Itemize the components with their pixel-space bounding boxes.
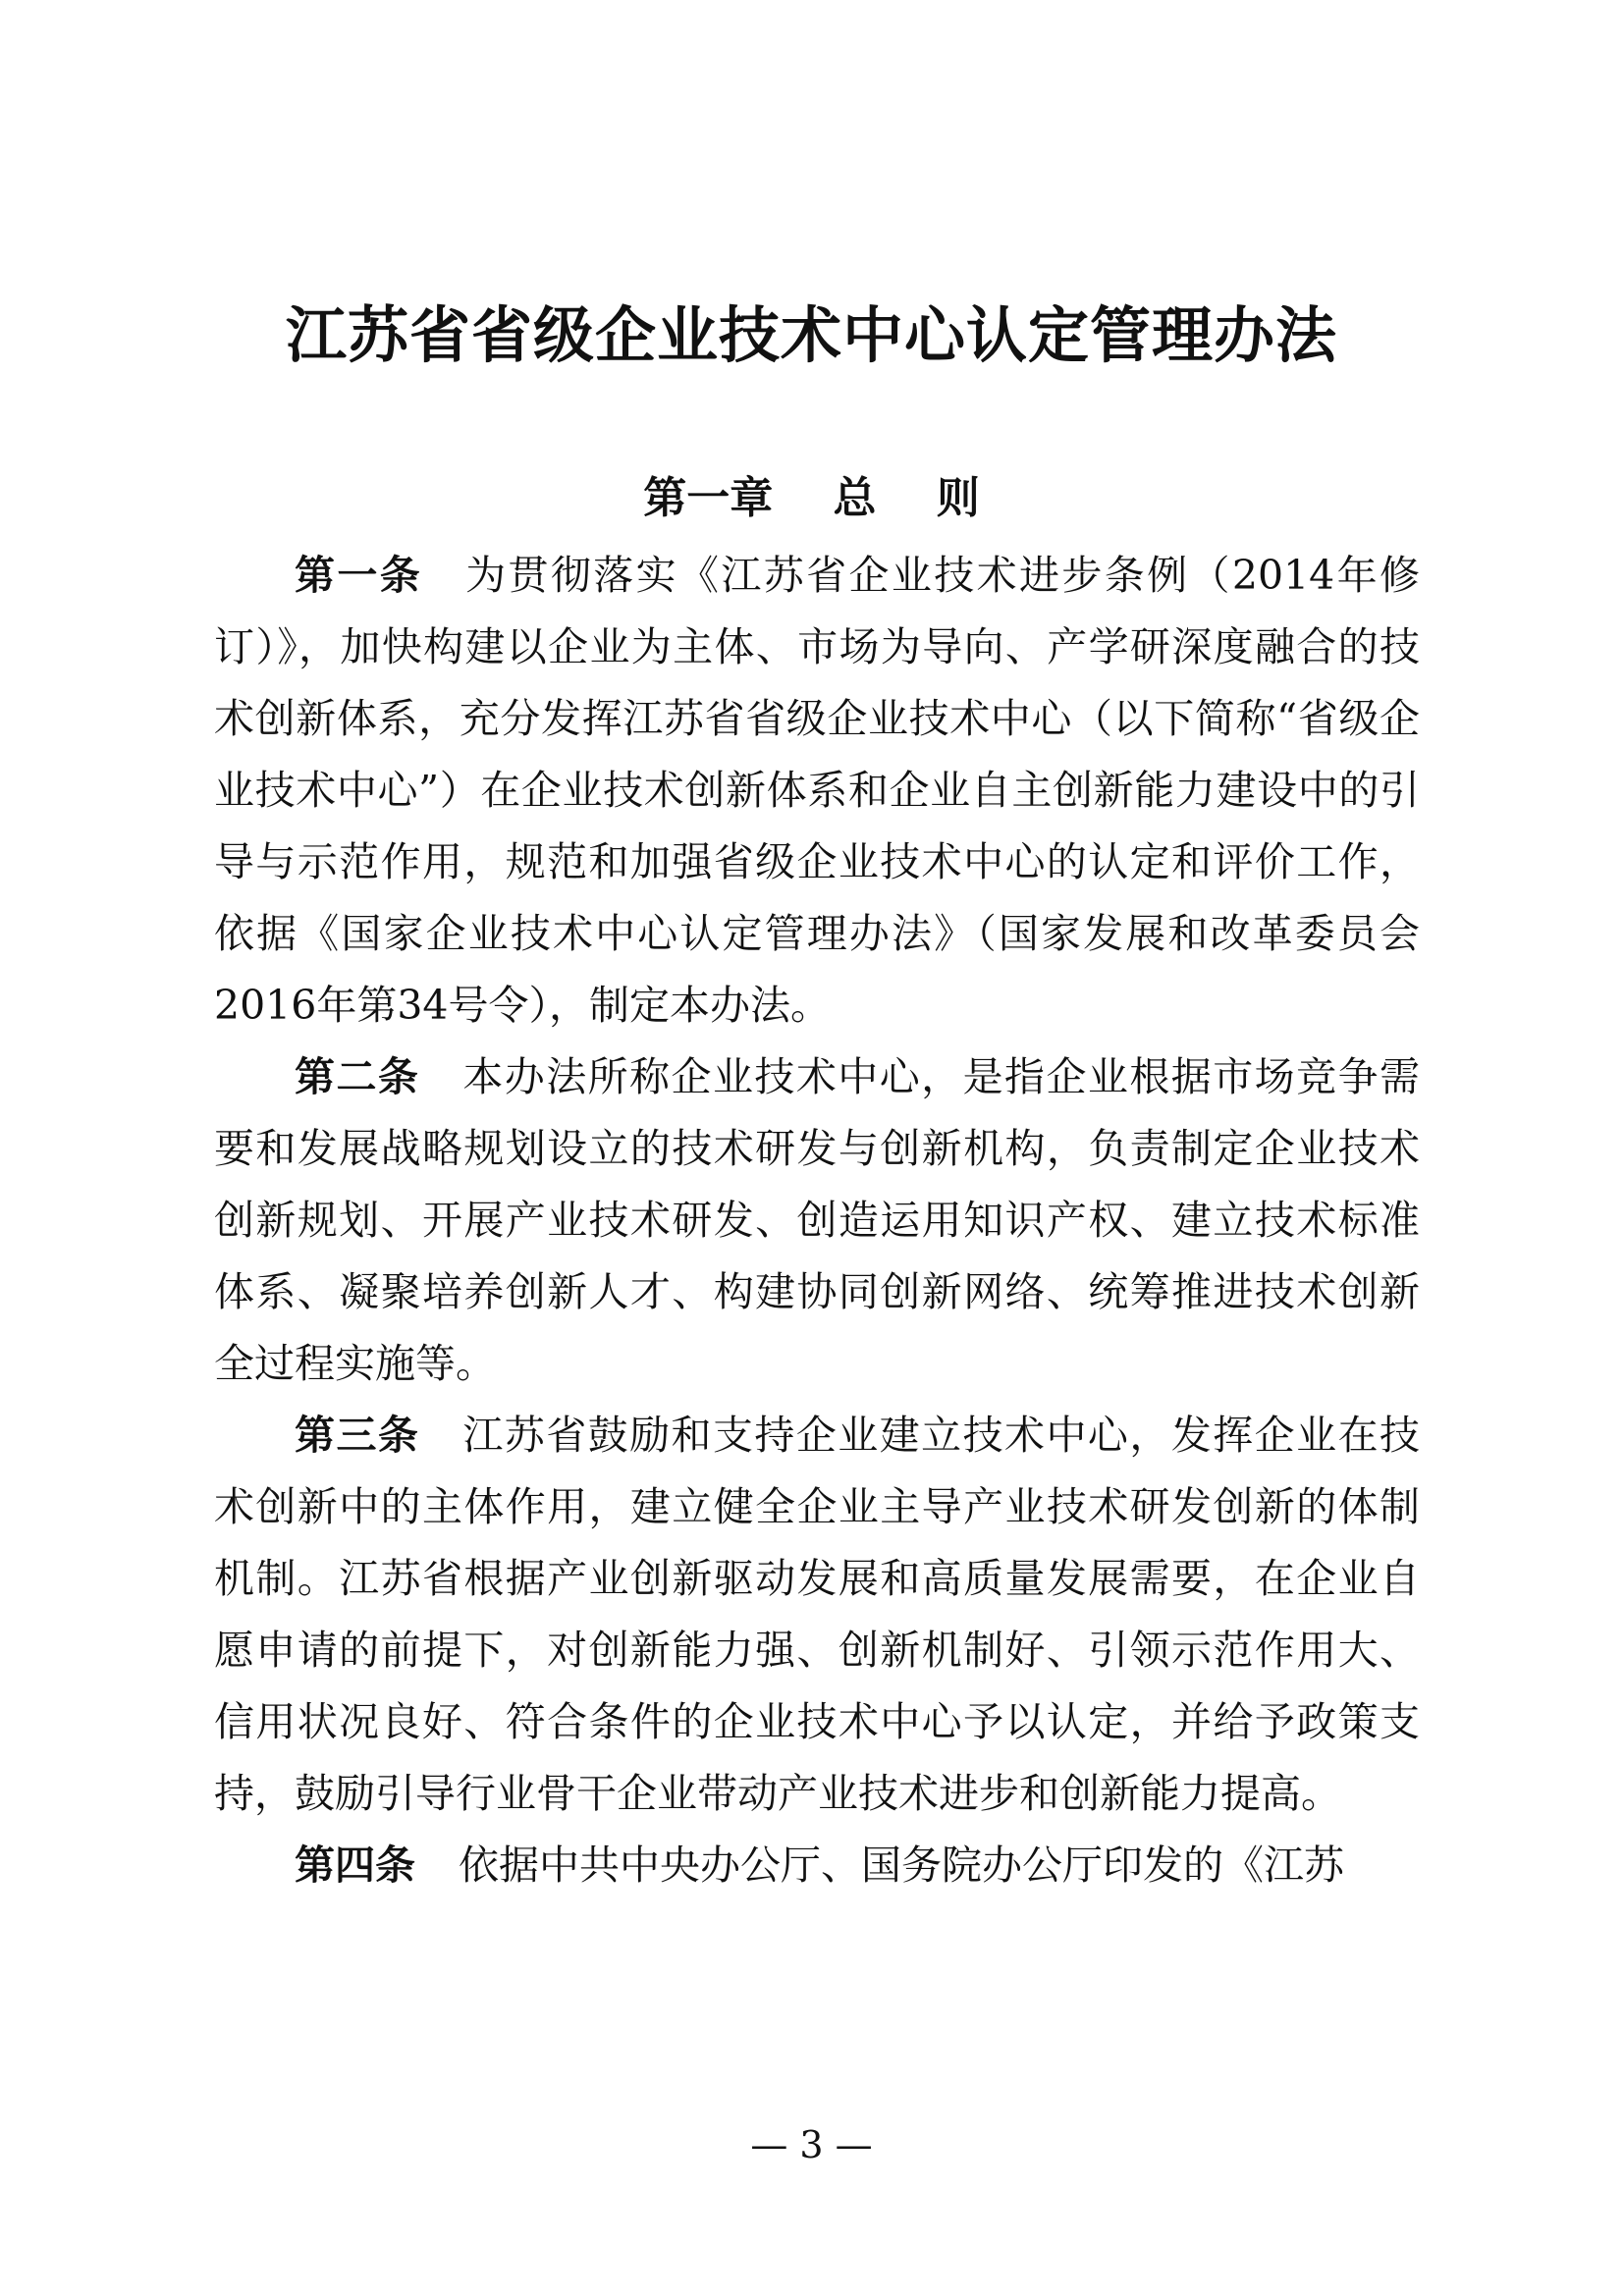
document-body — [214, 540, 1420, 1901]
article-4 — [214, 1830, 1420, 1901]
article-text: 本办法所称企业技术中心，是指企业根据市场竞争需要和发展战略规划设立的技术研发与创新机构，负责制定企业技术创新规划、开展产业技术研发、创造运用知识产权、建立技术标准体系、凝聚培养创新人才、构建协同创新网络、统筹推进技术创新全过程实施等。 — [214, 1053, 1421, 1387]
document-title: 江苏省省级企业技术中心认定管理办法 — [285, 299, 1337, 371]
article-2 — [214, 1041, 1420, 1400]
page-number: — 3 — — [750, 2123, 873, 2166]
article-label: 第一条 — [295, 552, 423, 599]
article-text: 依据中共中央办公厅、国务院办公厅印发的《江苏 — [459, 1842, 1344, 1889]
article-label: 第三条 — [295, 1412, 420, 1459]
article-label: 第二条 — [295, 1053, 420, 1100]
chapter-heading: 第一章 总 则 — [643, 473, 980, 523]
article-text: 江苏省鼓励和支持企业建立技术中心，发挥企业在技术创新中的主体作用，建立健全企业主导产业技术研发创新的体制机制。江苏省根据产业创新驱动发展和高质量发展需要，在企业自愿申请的前提下，对创新能力强、创新机制好、引领示范作用大、信用状况良好、符合条件的企业技术中心予以认定，并给予政策支持，鼓励引导行业骨干企业带动产业技术进步和创新能力提高。 — [214, 1412, 1421, 1817]
article-3 — [214, 1400, 1420, 1830]
article-1 — [214, 540, 1420, 1041]
article-text: 为贯彻落实《江苏省企业技术进步条例（2014年修订）》，加快构建以企业为主体、市场为导向、产学研深度融合的技术创新体系，充分发挥江苏省省级企业技术中心（以下简称“省级企业技术中心”）在企业技术创新体系和企业自主创新能力建设中的引导与示范作用，规范和加强省级企业技术中心的认定和评价工作，依据《国家企业技术中心认定管理办法》（国家发展和改革委员会2016年第34号令），制定本办法。 — [214, 552, 1421, 1029]
article-label: 第四条 — [295, 1842, 415, 1889]
